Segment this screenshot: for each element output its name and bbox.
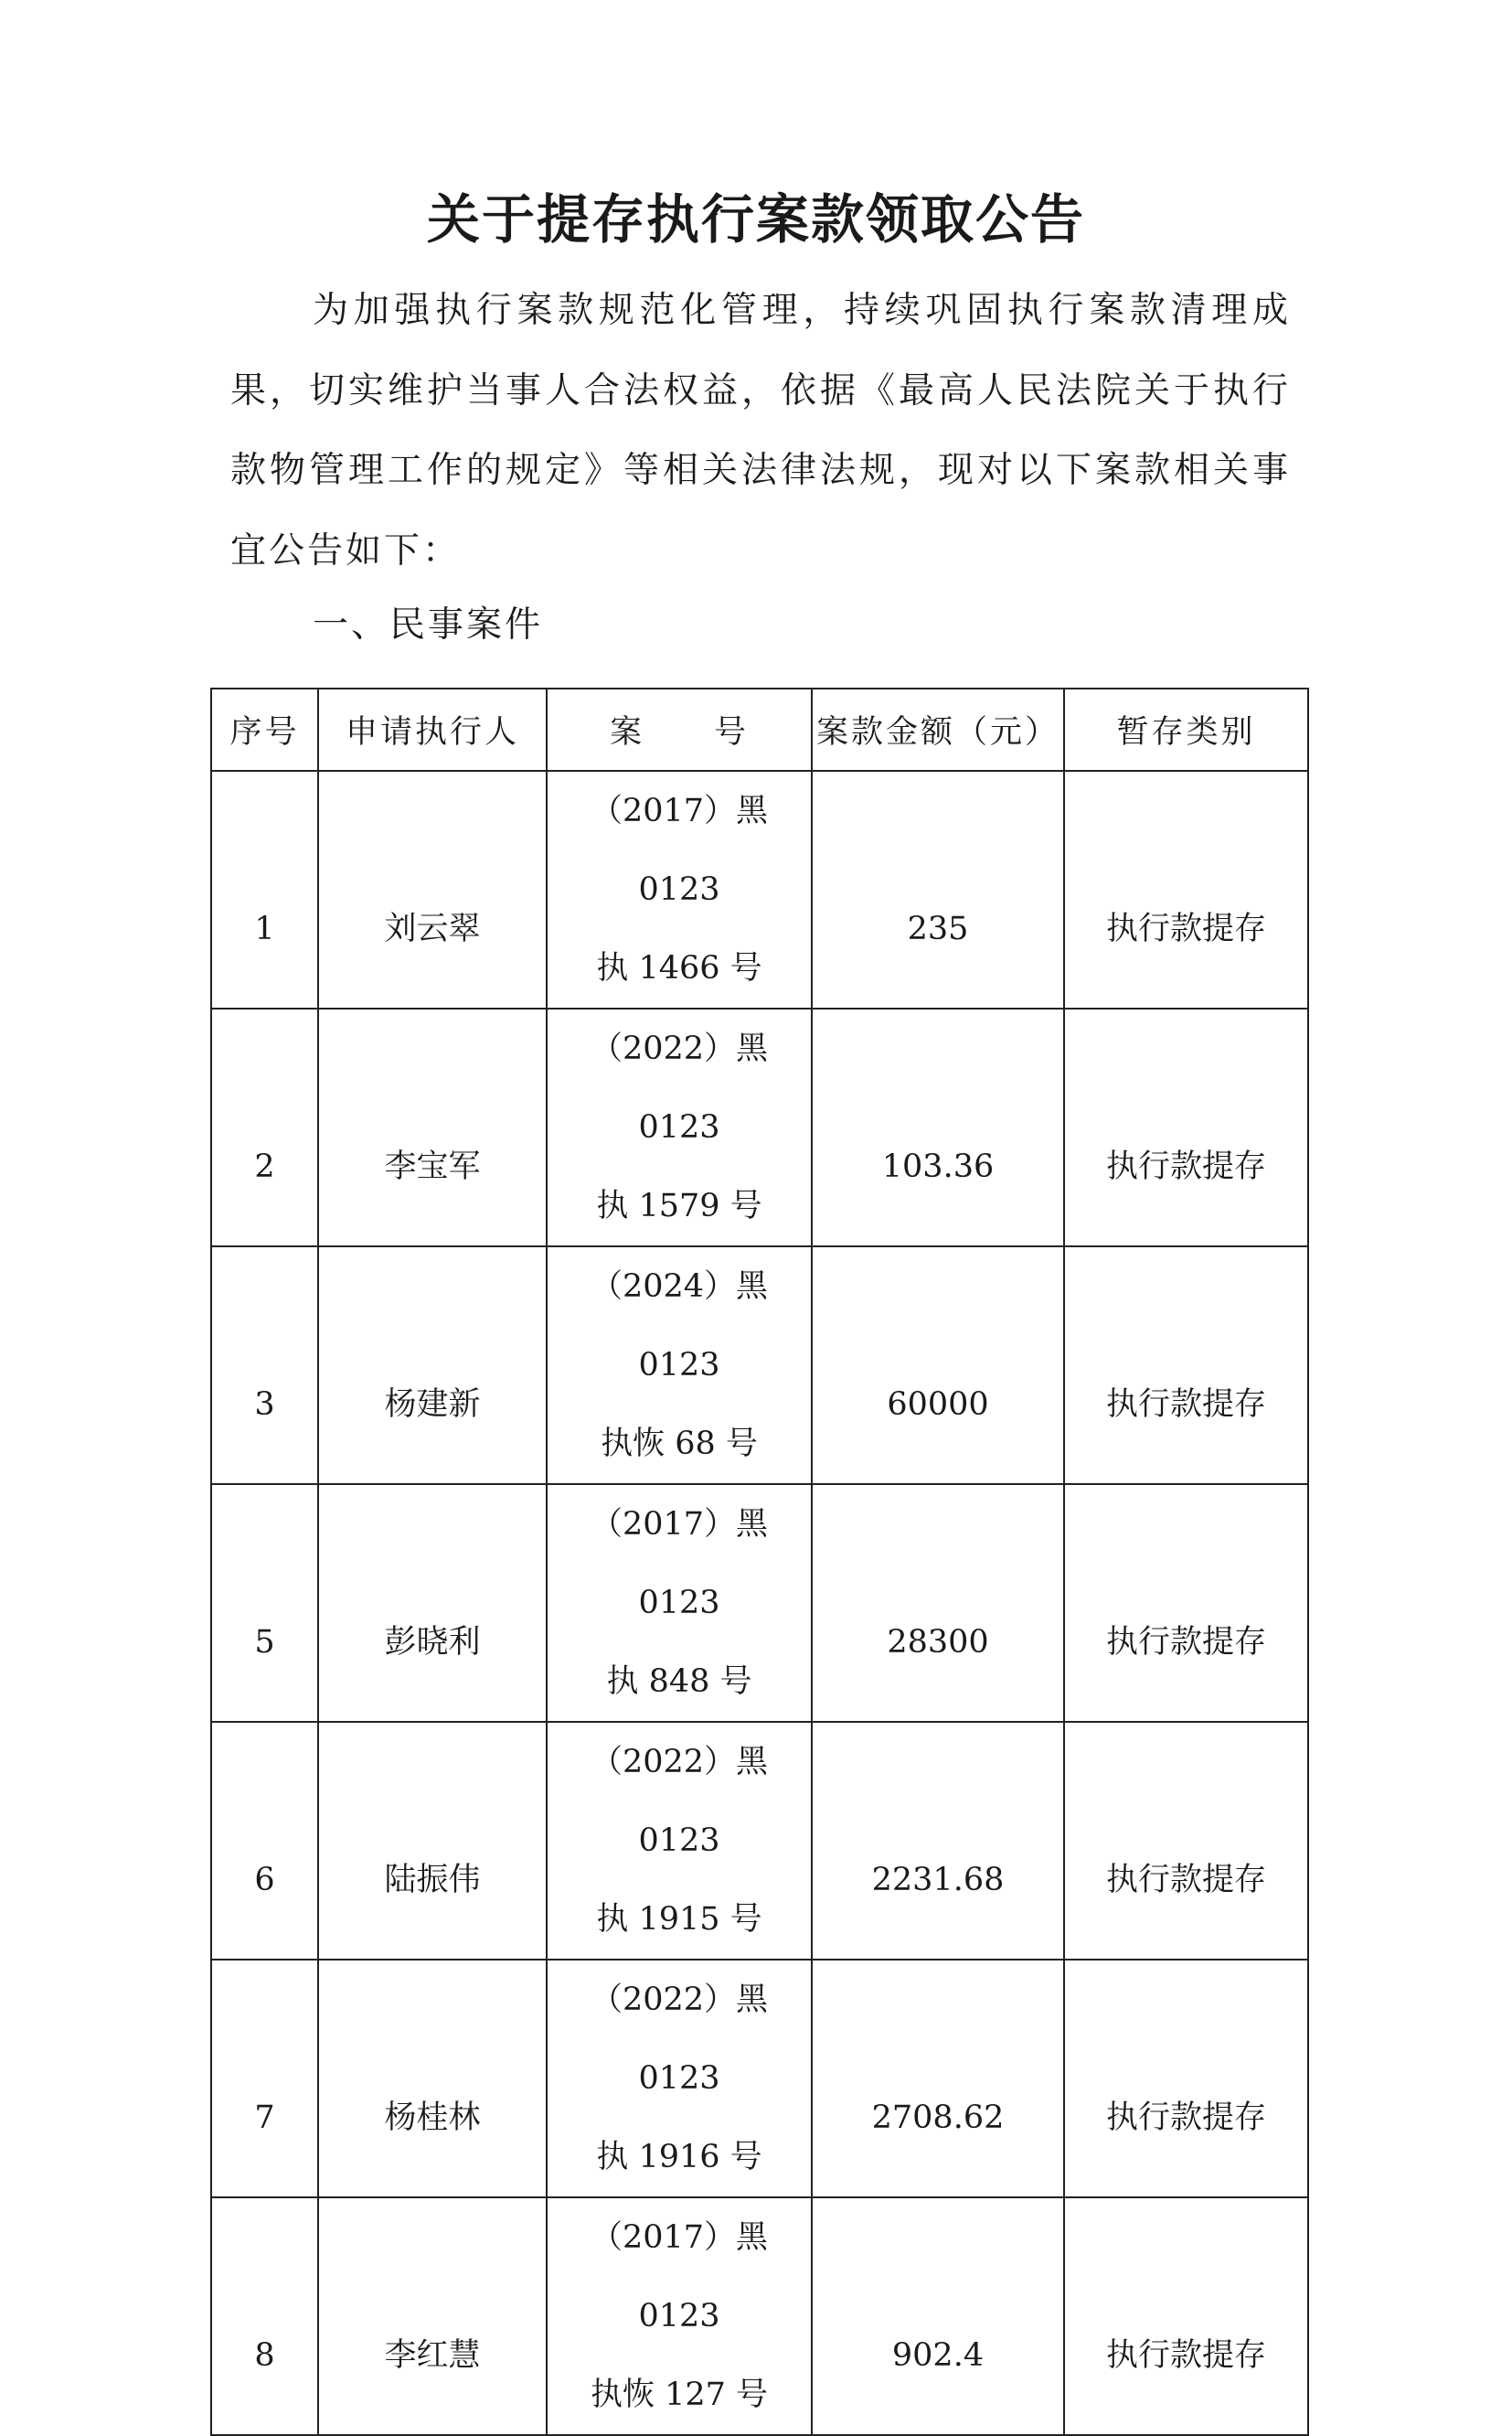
cell-case-no — [547, 2197, 812, 2435]
cell-case-no — [547, 1722, 812, 1960]
category-value: 执行款提存 — [1105, 911, 1266, 947]
cell-amount — [812, 1722, 1064, 1960]
cell-case-no — [547, 1960, 812, 2197]
case-no-line2: 执 1466 号 — [596, 950, 762, 987]
case-no-line2: 执恢 127 号 — [590, 2377, 769, 2413]
case-no-line2: 执 848 号 — [606, 1663, 752, 1700]
case-no-line1: （2022）黑 0123 — [590, 1031, 769, 1146]
category-value: 执行款提存 — [1105, 2099, 1266, 2136]
cell-applicant — [318, 1246, 547, 1484]
table-row — [211, 1960, 1308, 2197]
seq-value: 7 — [254, 2099, 275, 2136]
cell-amount — [812, 1960, 1064, 2197]
case-no-line1: （2017）黑 0123 — [590, 1506, 769, 1621]
applicant-value: 陆振伟 — [384, 1862, 481, 1898]
cell-applicant — [318, 1960, 547, 2197]
cell-seq — [211, 1009, 318, 1246]
amount-value: 60000 — [887, 1386, 989, 1423]
applicant-value: 李红慧 — [384, 2337, 481, 2374]
case-no-line1: （2017）黑 0123 — [590, 793, 769, 908]
applicant-value: 杨建新 — [384, 1386, 481, 1423]
cell-category — [1064, 1722, 1308, 1960]
case-no-line1: （2024）黑 0123 — [590, 1268, 769, 1384]
seq-value: 6 — [254, 1862, 275, 1898]
cell-category — [1064, 771, 1308, 1009]
cell-case-no — [547, 1009, 812, 1246]
case-no-line1: （2017）黑 0123 — [590, 2219, 769, 2334]
case-no-line2: 执 1916 号 — [596, 2139, 762, 2175]
cell-category — [1064, 1960, 1308, 2197]
case-no-value — [548, 1723, 811, 1959]
amount-value: 235 — [907, 911, 969, 947]
category-value: 执行款提存 — [1105, 1862, 1266, 1898]
seq-value: 8 — [254, 2337, 275, 2374]
cell-case-no — [547, 771, 812, 1009]
cell-amount — [812, 1246, 1064, 1484]
case-no-value — [548, 1485, 811, 1721]
table-row — [211, 1009, 1308, 1246]
cell-category — [1064, 1009, 1308, 1246]
cell-category — [1064, 1246, 1308, 1484]
case-no-value — [548, 1247, 811, 1483]
amount-value: 2231.68 — [871, 1862, 1005, 1898]
cell-case-no — [547, 1246, 812, 1484]
header-amount: 案款金额（元） — [812, 689, 1064, 771]
category-value: 执行款提存 — [1105, 1624, 1266, 1661]
cell-seq — [211, 1246, 318, 1484]
cell-category — [1064, 2197, 1308, 2435]
cell-seq — [211, 1722, 318, 1960]
amount-value: 2708.62 — [871, 2099, 1005, 2136]
header-case-no: 案 号 — [547, 689, 812, 771]
table-row — [211, 1722, 1308, 1960]
case-no-line2: 执恢 68 号 — [601, 1426, 758, 1462]
case-no-line1: （2022）黑 0123 — [590, 1744, 769, 1859]
seq-value: 3 — [254, 1386, 275, 1423]
applicant-value: 李宝军 — [384, 1149, 481, 1185]
cell-applicant — [318, 2197, 547, 2435]
table-header-row — [211, 689, 1308, 771]
category-value: 执行款提存 — [1105, 1149, 1266, 1185]
cell-seq — [211, 2197, 318, 2435]
amount-value: 28300 — [887, 1624, 989, 1661]
table-body — [211, 771, 1308, 2435]
amount-value: 103.36 — [881, 1149, 995, 1185]
seq-value: 1 — [254, 911, 275, 947]
category-value: 执行款提存 — [1105, 2337, 1266, 2374]
case-table — [210, 688, 1309, 2436]
cell-amount — [812, 771, 1064, 1009]
header-seq: 序号 — [211, 689, 318, 771]
section-heading: 一、民事案件 — [313, 604, 544, 646]
case-no-value — [548, 772, 811, 1008]
seq-value: 5 — [254, 1624, 275, 1661]
table-row — [211, 2197, 1308, 2435]
case-no-value — [548, 1010, 811, 1245]
cell-amount — [812, 1484, 1064, 1722]
category-value: 执行款提存 — [1105, 1386, 1266, 1423]
cell-seq — [211, 1484, 318, 1722]
cell-amount — [812, 1009, 1064, 1246]
case-no-value — [548, 2198, 811, 2434]
amount-value: 902.4 — [891, 2337, 985, 2374]
header-applicant: 申请执行人 — [318, 689, 547, 771]
cell-applicant — [318, 1009, 547, 1246]
applicant-value: 杨桂林 — [384, 2099, 481, 2136]
cell-seq — [211, 1960, 318, 2197]
case-no-line2: 执 1579 号 — [596, 1188, 762, 1224]
cell-applicant — [318, 1484, 547, 1722]
cell-applicant — [318, 1722, 547, 1960]
cell-case-no — [547, 1484, 812, 1722]
table-row — [211, 1484, 1308, 1722]
applicant-value: 刘云翠 — [384, 911, 481, 947]
case-no-line1: （2022）黑 0123 — [590, 1982, 769, 2097]
document-title: 关于提存执行案款领取公告 — [426, 188, 1085, 251]
cell-seq — [211, 771, 318, 1009]
header-category: 暂存类别 — [1064, 689, 1308, 771]
case-no-value — [548, 1961, 811, 2196]
cell-applicant — [318, 771, 547, 1009]
intro-paragraph: 为加强执行案款规范化管理，持续巩固执行案款清理成果，切实维护当事人合法权益，依据《最高人民法院关于执行款物管理工作的规定》等相关法律法规，现对以下案款相关事宜公告如下： — [230, 290, 1291, 572]
case-no-line2: 执 1915 号 — [596, 1901, 762, 1938]
table-row — [211, 1246, 1308, 1484]
seq-value: 2 — [254, 1149, 275, 1185]
cell-category — [1064, 1484, 1308, 1722]
table-row — [211, 771, 1308, 1009]
applicant-value: 彭晓利 — [384, 1624, 481, 1661]
cell-amount — [812, 2197, 1064, 2435]
